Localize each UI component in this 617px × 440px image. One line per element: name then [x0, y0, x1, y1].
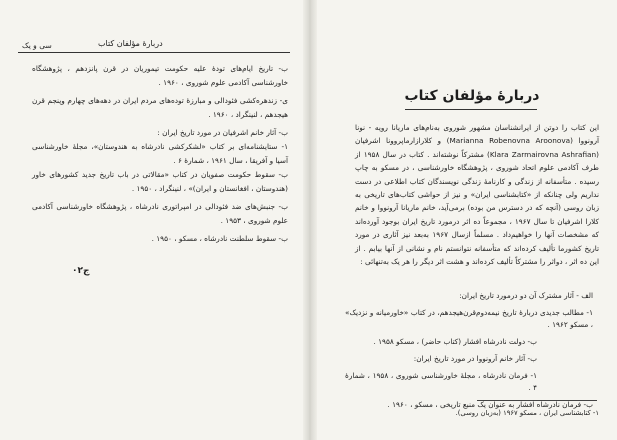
list-item: ب- سقوط حکومت صفویان در کتاب «مقالاتی در باب تاریخ جدید کشورهای خاور (هندوستان ، افغانستان و ایران)» ، لنینگراد ، ۱۹۵۰ .: [32, 170, 288, 193]
page-number: ج۰۲: [72, 266, 90, 276]
section-heading: ب- آثار خانم آرونووا در مورد تاریخ ایران:: [413, 354, 537, 363]
left-page: [0, 0, 303, 440]
list-item: ۱- ستایشنامه‌ای بر کتاب «لشکرکشی نادرشاه به هندوستان»، مجلهٔ خاورشناسی آسیا و آفریقا ، سال ۱۹۶۱ ، شمارهٔ ۶ .: [32, 142, 288, 165]
running-page-number: سی و یک: [22, 41, 52, 50]
list-item: ب- دولت نادرشاه افشار (کتاب حاضر) ، مسکو ۱۹۵۸ .: [373, 337, 537, 346]
list-item: ب- جنبش‌های ضد فئودالی در امپراتوری نادرشاه ، پژوهشگاه خاورشناسی آکادمی علوم شوروی ، ۱۹۵۳ .: [32, 202, 288, 225]
list-item: ب- فرمان نادرشاه افشار به عنوان یک منبع تاریخی ، مسکو ، ۱۹۶۰ .: [387, 400, 593, 409]
list-item: ۱- مطالب جدیدی دربارهٔ تاریخ نیمه‌دوم‌قرن‌هیجدهم، در کتاب «خاورمیانه و نزدیک» ، مسکو ۱۹۶۲ .: [345, 308, 593, 329]
footnote-rule: [477, 400, 597, 401]
running-title: دربارهٔ مؤلفان کتاب: [98, 39, 163, 48]
list-item: ۱- فرمان نادرشاه ، مجلهٔ خاورشناسی شوروی ، ۱۹۵۸ ، شمارهٔ ۴ .: [345, 371, 537, 392]
page-title: دربارهٔ مؤلفان کتاب: [404, 88, 540, 104]
list-item: ی- زندهره‌کشی فئودالی و مبارزهٔ توده‌های مردم ایران در دهه‌های چهارم وپنجم قرن هیجدهم ، لنینگراد ، ۱۹۶۰ .: [32, 96, 288, 119]
title-underline: [405, 109, 537, 110]
intro-paragraph: این کتاب را دوتن از ایرانشناسان مشهور شوروی به‌نام‌های ماریانا رویه - نونا آرونووا (Marianna Robenovna Aroonova) و کلارازارماپروونا اشرفیان (Klara Zarmairovna Ashrafian) مشترکاً نوشته‌اند . کتاب در سال ۱۹۵۸ از طرف آکادمی علوم اتحاد شوروی ، پژوهشگاه خاورشناسی ، در مسکو به چاپ رسیده . متأسفانه از زندگی و کارنامهٔ زندگی نویسندگان کتاب اطلاعی در دست نداریم ولی چنانکه از «کتابشناسی ایران» و نیز از حواشی کتاب‌های تاریخی به زبان روسی (آنچه که در دسترس من بوده) برمی‌آید، خانم ماریانا آرونووا و خانم کلارا اشرفیان تا سال ۱۹۶۷ ، مجموعاً ده اثر درمورد تاریخ ایران بوجود آورده‌اند که مشخصات آنها را خواهیم‌داد . مسلماً ازسال ۱۹۶۷ به‌بعد نیز آثاری در مورد تاریخ کشورما تألیف کرده‌اند که متأسفانه نتوانستم نام و نشانی از آنها بیابم . از این ده اثر ، دواثر را مشترکاً تألیف کرده‌اند و هشت اثر دیگر را هر یک به‌تنهائی :: [355, 123, 599, 267]
right-page: [317, 0, 617, 440]
works-list: [345, 290, 593, 416]
book-gutter: [303, 0, 317, 440]
section-heading: ب- آثار خانم اشرفیان در مورد تاریخ ایران :: [157, 128, 288, 137]
header-rule: [18, 52, 290, 53]
footnote: ۱- کتابشناسی ایران ، مسکو ۱۹۶۷ (به‌زبان روسی).: [455, 409, 599, 417]
list-item: ب- تاریخ ایام‌های تودهٔ علیه حکومت تیموریان در قرن پانزدهم ، پژوهشگاه خاورشناسی آکادمی علوم شوروی ، ۱۹۶۰ .: [32, 64, 288, 87]
section-heading: الف - آثار مشترک آن دو درمورد تاریخ ایران:: [459, 291, 593, 300]
list-item: ب- سقوط سلطنت نادرشاه ، مسکو ، ۱۹۵۰ .: [151, 234, 288, 243]
